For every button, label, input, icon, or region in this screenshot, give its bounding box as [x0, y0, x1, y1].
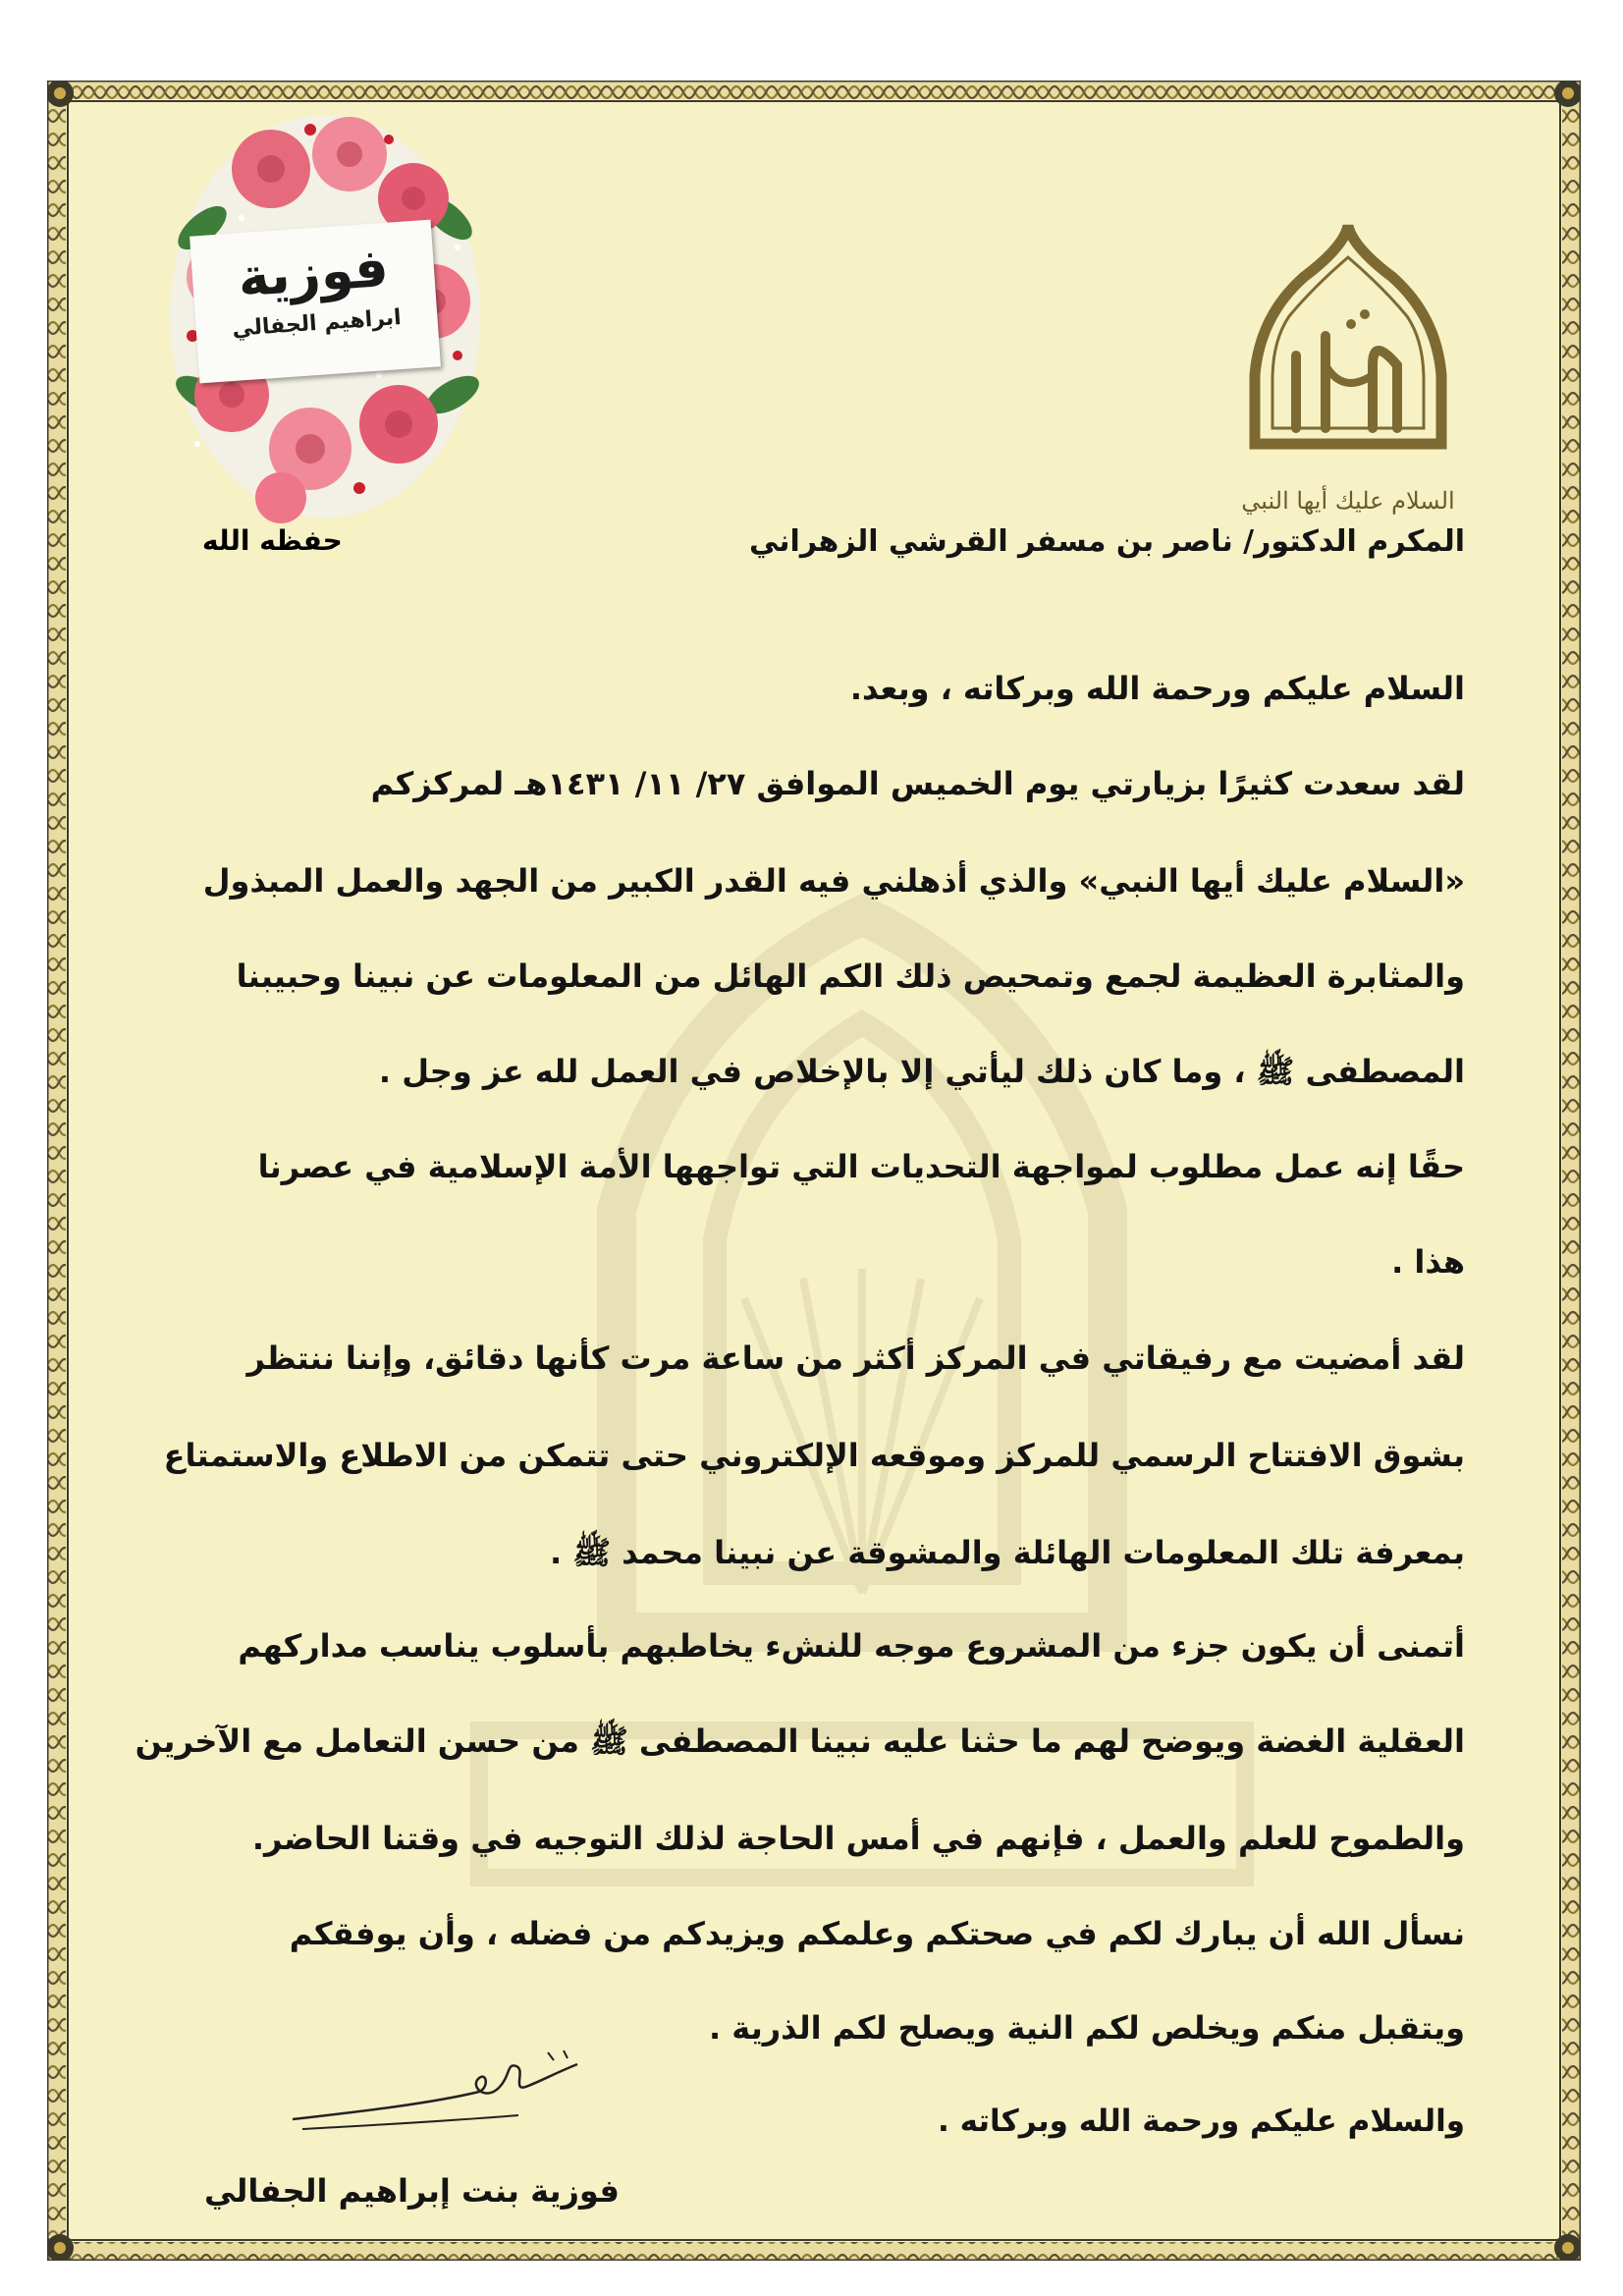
body-line: والطموح للعلم والعمل ، فإنهم في أمس الحاجة لذلك التوجيه في وقتنا الحاضر.: [251, 1820, 1465, 1857]
letter-page: [47, 81, 1581, 2261]
closing-line: والسلام عليكم ورحمة الله وبركاته .: [938, 2104, 1465, 2139]
body-line: هذا .: [1391, 1243, 1465, 1281]
addressee-line: المكرم الدكتور/ ناصر بن مسفر القرشي الزهراني: [748, 524, 1465, 559]
name-tag-subtitle: ابراهيم الجفالي: [231, 304, 403, 342]
body-line: أتمنى أن يكون جزء من المشروع موجه للنشء يخاطبهم بأسلوب يناسب مداركهم: [238, 1627, 1465, 1665]
background-watermark: [420, 886, 1304, 1966]
center-logo: [1235, 218, 1461, 522]
arch-logo-icon: [1235, 218, 1461, 522]
body-line: بمعرفة تلك المعلومات الهائلة والمشوقة عن نبينا محمد ﷺ .: [550, 1534, 1465, 1571]
name-tag-card: [189, 220, 441, 384]
honorific-phrase: حفظه الله: [202, 524, 343, 557]
body-line: نسأل الله أن يبارك لكم في صحتكم وعلمكم ويزيدكم من فضله ، وأن يوفقكم: [289, 1915, 1465, 1952]
body-line: حقًا إنه عمل مطلوب لمواجهة التحديات التي تواجهها الأمة الإسلامية في عصرنا: [257, 1148, 1465, 1185]
body-line: ويتقبل منكم ويخلص لكم النية ويصلح لكم الذرية .: [709, 2009, 1465, 2047]
name-tag-title: فوزية: [236, 236, 391, 309]
signature-scribble: [283, 2043, 607, 2151]
greeting-line: السلام عليكم ورحمة الله وبركاته ، وبعد.: [849, 670, 1465, 707]
body-line: لقد سعدت كثيرًا بزيارتي يوم الخميس الموافق ٢٧/ ١١/ ١٤٣١هـ لمركزكم: [370, 765, 1465, 802]
body-line: المصطفى ﷺ ، وما كان ذلك ليأتي إلا بالإخلاص في العمل لله عز وجل .: [378, 1053, 1465, 1090]
body-line: «السلام عليك أيها النبي» والذي أذهلني فيه القدر الكبير من الجهد والعمل المبذول: [202, 862, 1465, 900]
body-line: العقلية الغضة ويوضح لهم ما حثنا عليه نبينا المصطفى ﷺ من حسن التعامل مع الآخرين: [135, 1722, 1465, 1760]
signer-name: فوزية بنت إبراهيم الجفالي: [204, 2172, 620, 2210]
logo-caption: السلام عليك أيها النبي: [1241, 487, 1455, 515]
body-line: لقد أمضيت مع رفيقاتي في المركز أكثر من ساعة مرت كأنها دقائق، وإننا ننتظر: [246, 1339, 1465, 1377]
body-line: بشوق الافتتاح الرسمي للمركز وموقعه الإلكتروني حتى تتمكن من الاطلاع والاستمتاع: [163, 1437, 1465, 1474]
body-line: والمثابرة العظيمة لجمع وتمحيص ذلك الكم الهائل من المعلومات عن نبينا وحبيبنا: [236, 957, 1465, 995]
